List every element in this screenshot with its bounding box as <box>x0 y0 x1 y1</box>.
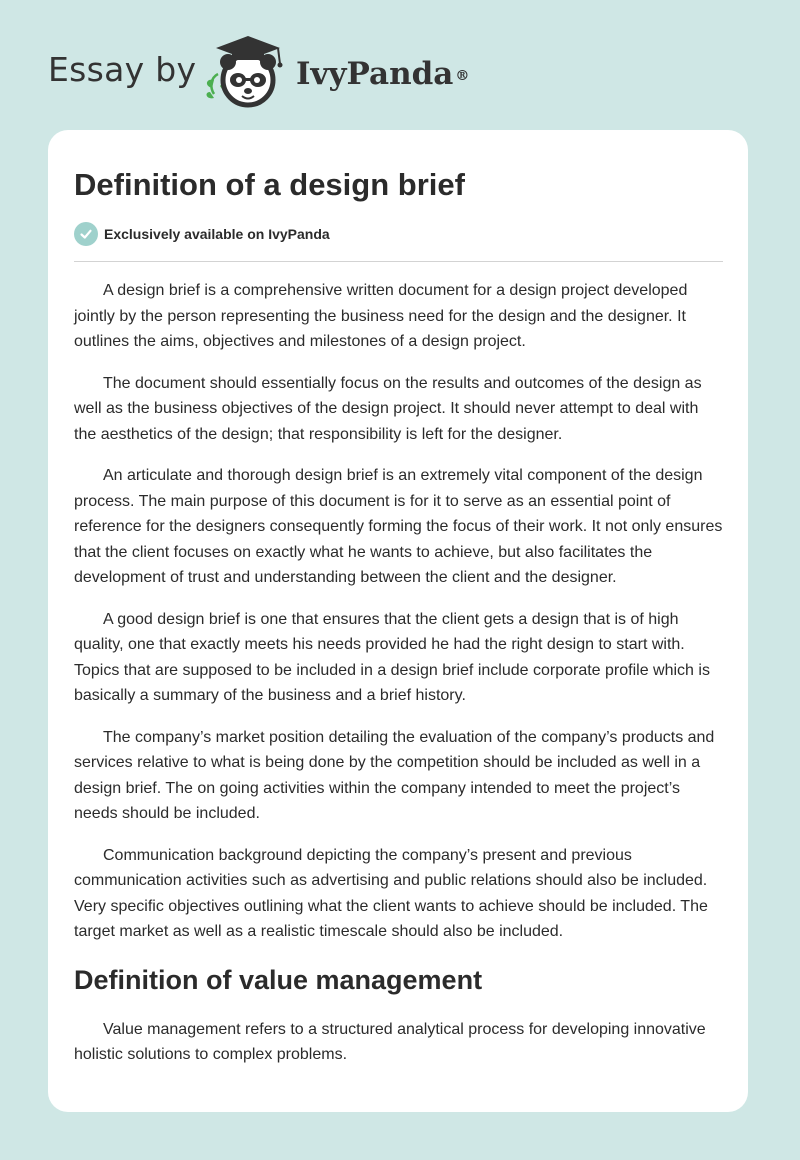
paragraph: The document should essentially focus on the results and outcomes of the design as well as the business objectives of the design project. It should never attempt to deal with the aesthetics of the design; that responsibility is left for the designer. <box>74 374 702 443</box>
exclusive-notice <box>74 222 330 246</box>
paragraph: The company’s market position detailing the evaluation of the company’s products and services relative to what is being done by the competition should be included as well in a design brief. The on going activities within the company intended to meet the project’s needs should be included. <box>74 728 715 822</box>
panda-graduate-icon <box>200 34 296 110</box>
essay-body <box>74 278 724 1084</box>
brand-header <box>48 34 508 110</box>
page-title: Definition of a design brief <box>74 167 465 202</box>
check-icon <box>74 222 98 246</box>
paragraph: A good design brief is one that ensures that the client gets a design that is of high quality, one that exactly meets his needs provided he had the right design to start with. Topics that are supposed to be included in a design brief include corporate profile which is basically a summary of the business and a brief history. <box>74 610 710 704</box>
paragraph: Communication background depicting the company’s present and previous communication activities such as advertising and public relations should also be included. Very specific objectives outlining what the client wants to achieve should be included. The target market as well as a realistic timescale should also be included. <box>74 846 708 940</box>
brand-prefix: Essay by <box>48 50 197 89</box>
section-heading: Definition of value management <box>74 964 483 995</box>
paragraph: A design brief is a comprehensive written document for a design project developed jointly by the person representing the business need for the design and the designer. It outlines the aims, objectives and milestones of a design project. <box>74 282 688 350</box>
exclusive-label: Exclusively available on IvyPanda <box>104 226 330 242</box>
paragraph: Value management refers to a structured analytical process for developing innovative holistic solutions to complex problems. <box>74 1020 706 1063</box>
brand-name-text: IvyPanda <box>296 56 454 92</box>
paragraph: An articulate and thorough design brief is an extremely vital component of the design process. The main purpose of this document is for it to serve as an essential point of reference for the designers consequently forming the focus of their work. It not only ensures that the client focuses on exactly what he wants to achieve, but also facilitates the development of trust and understanding between the client and the designer. <box>74 467 723 586</box>
registered-mark: ® <box>455 68 470 84</box>
divider <box>74 261 723 262</box>
brand-name <box>296 54 469 94</box>
essay-card <box>48 130 748 1112</box>
